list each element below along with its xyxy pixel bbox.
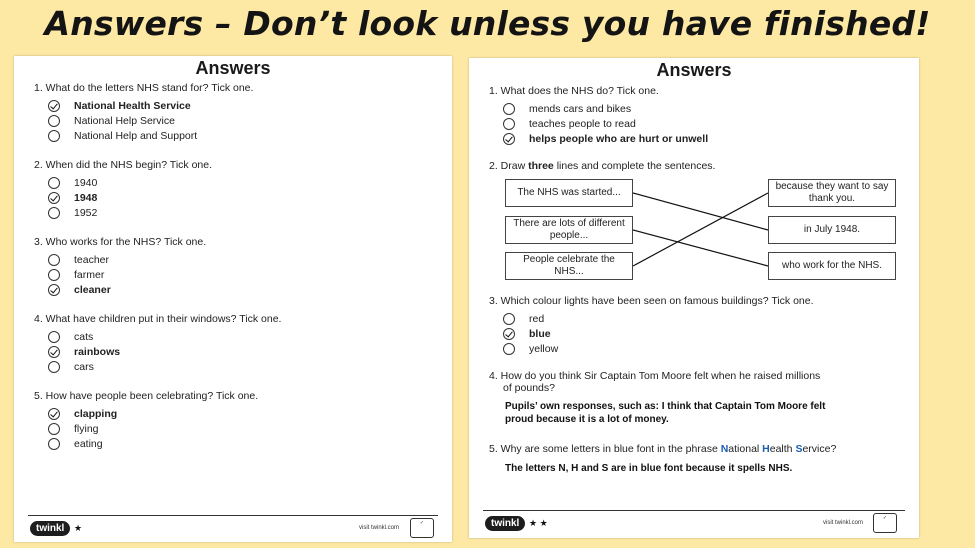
match-line-2: [633, 230, 768, 266]
quality-badge: ✓: [873, 513, 897, 533]
checked-radio-icon[interactable]: [48, 284, 60, 296]
match-right-box-1[interactable]: because they want to say thank you.: [768, 179, 896, 207]
match-left-box-3[interactable]: People celebrate the NHS...: [505, 252, 633, 280]
right-answer-sheet: [469, 58, 919, 538]
right-q3-option-1[interactable]: [503, 311, 558, 326]
question-4-answer-line-2: proud because it is a lot of money.: [505, 414, 669, 425]
option-label: yellow: [529, 342, 559, 355]
left-q4-option-2[interactable]: [48, 344, 120, 359]
match-line-3: [633, 193, 768, 266]
difficulty-stars: ★ ★: [529, 518, 548, 528]
left-q2-option-2[interactable]: [48, 190, 97, 205]
question-2-post: lines and complete the sentences.: [553, 160, 716, 172]
radio-icon[interactable]: [48, 423, 60, 435]
matching-lines: [469, 58, 919, 298]
match-left-box-2[interactable]: There are lots of different people...: [505, 216, 633, 244]
left-q5-option-3[interactable]: [48, 436, 117, 451]
option-label: National Help Service: [74, 114, 175, 127]
question-5-answer: The letters N, H and S are in blue font because it spells NHS.: [505, 463, 793, 474]
left-answer-sheet: [14, 56, 452, 542]
question-4-line-1: 4. How do you think Sir Captain Tom Moore felt when he raised millions: [489, 370, 821, 382]
left-q4-option-3[interactable]: [48, 359, 120, 374]
option-label: National Health Service: [74, 99, 191, 112]
question-4: [489, 370, 820, 394]
left-question-1: 1. What do the letters NHS stand for? Tick one.: [34, 82, 254, 94]
left-question-2: 2. When did the NHS begin? Tick one.: [34, 159, 213, 171]
right-footer-divider: [483, 510, 905, 511]
question-5-ervice: ervice?: [802, 443, 837, 455]
question-4-line-2: of pounds?: [503, 382, 555, 394]
blue-letter-s: S: [795, 443, 803, 455]
left-q1-option-3[interactable]: [48, 128, 197, 143]
left-question-5: 5. How have people been celebrating? Tick one.: [34, 390, 259, 402]
question-3: 3. Which colour lights have been seen on famous buildings? Tick one.: [489, 295, 814, 307]
question-5-ational: ational: [728, 443, 763, 455]
left-q3-option-1[interactable]: [48, 252, 111, 267]
left-q1-option-1[interactable]: [48, 98, 197, 113]
match-right-box-3[interactable]: who work for the NHS.: [768, 252, 896, 280]
option-label: blue: [529, 327, 551, 340]
twinkl-logo: twinkl: [485, 516, 525, 531]
question-5: [489, 443, 836, 455]
option-label: farmer: [74, 268, 105, 281]
quality-badge: ✓: [410, 518, 434, 538]
right-q3-option-3[interactable]: [503, 341, 558, 356]
twinkl-logo: twinkl: [30, 521, 70, 536]
option-label: red: [529, 312, 545, 325]
radio-icon[interactable]: [48, 269, 60, 281]
question-2-pre: 2. Draw: [489, 160, 529, 172]
option-label: flying: [74, 422, 99, 435]
left-q1-option-2[interactable]: [48, 113, 197, 128]
left-q2-option-1[interactable]: [48, 175, 97, 190]
radio-icon[interactable]: [48, 331, 60, 343]
left-question-4: 4. What have children put in their windows? Tick one.: [34, 313, 282, 325]
radio-icon[interactable]: [48, 177, 60, 189]
left-q5-option-1[interactable]: [48, 406, 117, 421]
blue-letter-n: N: [720, 443, 729, 455]
radio-icon[interactable]: [503, 313, 515, 325]
left-q3-option-2[interactable]: [48, 267, 111, 282]
checked-radio-icon[interactable]: [48, 346, 60, 358]
option-label: cars: [74, 360, 94, 373]
option-label: National Help and Support: [74, 129, 198, 142]
question-1: 1. What does the NHS do? Tick one.: [489, 85, 659, 97]
left-q2-option-3[interactable]: [48, 205, 97, 220]
right-q3-option-2[interactable]: [503, 326, 558, 341]
checked-radio-icon[interactable]: [503, 328, 515, 340]
question-4-answer-line-1: Pupils’ own responses, such as: I think that Captain Tom Moore felt: [505, 401, 826, 412]
difficulty-stars: ★: [74, 523, 83, 533]
left-footer-divider: [28, 515, 438, 516]
option-label: 1952: [74, 206, 98, 219]
right-sheet-title: Answers: [656, 60, 732, 80]
option-label: teacher: [74, 253, 110, 266]
left-question-3: 3. Who works for the NHS? Tick one.: [34, 236, 207, 248]
question-5-ealth: ealth: [769, 443, 796, 455]
option-label: cats: [74, 330, 94, 343]
left-q4-option-1[interactable]: [48, 329, 120, 344]
page-banner: Answers – Don’t look unless you have finished!: [44, 4, 931, 43]
visit-link[interactable]: visit twinkl.com: [359, 525, 400, 531]
option-label: helps people who are hurt or unwell: [529, 132, 709, 145]
radio-icon[interactable]: [48, 361, 60, 373]
visit-link[interactable]: visit twinkl.com: [823, 520, 864, 526]
match-right-box-2[interactable]: in July 1948.: [768, 216, 896, 244]
radio-icon[interactable]: [48, 115, 60, 127]
option-label: mends cars and bikes: [529, 102, 632, 115]
radio-icon[interactable]: [48, 254, 60, 266]
radio-icon[interactable]: [48, 438, 60, 450]
question-4-answer: [505, 400, 895, 426]
option-label: clapping: [74, 407, 118, 420]
option-label: cleaner: [74, 283, 111, 296]
question-2-bold: three: [528, 160, 554, 172]
checked-radio-icon[interactable]: [48, 192, 60, 204]
blue-letter-h: H: [762, 443, 770, 455]
left-q3-option-3[interactable]: [48, 282, 111, 297]
option-label: rainbows: [74, 345, 121, 358]
left-q5-option-2[interactable]: [48, 421, 117, 436]
question-5-pre: 5. Why are some letters in blue font in the phrase: [489, 443, 721, 455]
radio-icon[interactable]: [503, 343, 515, 355]
option-label: teaches people to read: [529, 117, 636, 130]
radio-icon[interactable]: [48, 207, 60, 219]
checked-radio-icon[interactable]: [48, 408, 60, 420]
option-label: 1948: [74, 191, 98, 204]
option-label: eating: [74, 437, 103, 450]
left-sheet-title: Answers: [195, 58, 271, 78]
option-label: 1940: [74, 176, 98, 189]
match-left-box-1[interactable]: The NHS was started...: [505, 179, 633, 207]
checked-radio-icon[interactable]: [48, 100, 60, 112]
match-line-1: [633, 193, 768, 230]
radio-icon[interactable]: [48, 130, 60, 142]
